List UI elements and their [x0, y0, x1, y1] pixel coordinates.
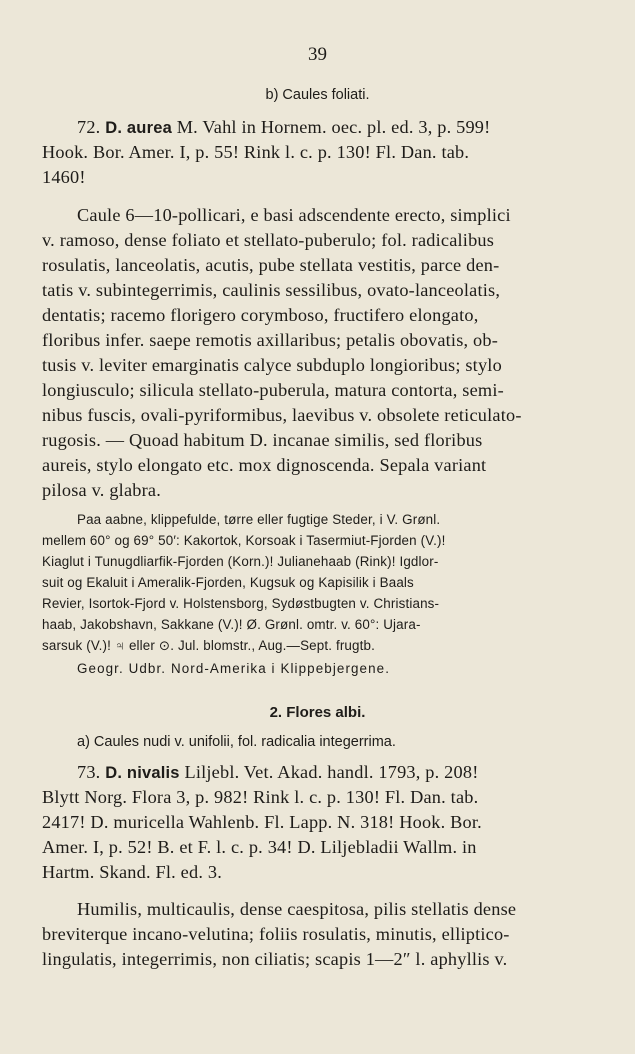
entry-72-desc-line: tatis v. subintegerrimis, caulinis sessilibus, ovato-lanceolatis, — [42, 280, 501, 300]
entry-72-locality-line: mellem 60° og 69° 50′: Kakortok, Korsoak i Tasermiut-Fjorden (V.)! — [42, 533, 446, 548]
entry-72-desc-line: nibus fuscis, ovali-pyriformibus, laevibus v. obsolete reticulato- — [42, 405, 522, 425]
entry-72-geographic-distribution: Geogr. Udbr. Nord-Amerika i Klippebjergene. — [77, 661, 391, 676]
entry-72-desc-line: dentatis; racemo florigero corymboso, fructifero elongato, — [42, 305, 479, 325]
section-a-heading: a) Caules nudi v. unifolii, fol. radicalia integerrima. — [77, 734, 396, 750]
entry-73-species-name: D. nivalis — [105, 764, 180, 782]
entry-72-desc-line: v. ramoso, dense foliato et stellato-puberulo; fol. radicalibus — [42, 230, 495, 250]
entry-72-desc-line: floribus infer. saepe remotis axillaribus; petalis obovatis, ob- — [42, 330, 499, 350]
entry-72-species-name: D. aurea — [105, 119, 172, 137]
section-b-heading: b) Caules foliati. — [265, 87, 370, 103]
entry-73-desc-line: breviterque incano-velutina; foliis rosulatis, minutis, elliptico- — [42, 924, 510, 944]
entry-72-locality-line: Revier, Isortok-Fjord v. Holstensborg, Sydøstbugten v. Christians- — [42, 596, 440, 611]
entry-72-locality-line: Paa aabne, klippefulde, tørre eller fugtige Steder, i V. Grønl. — [77, 512, 441, 527]
entry-73-citation: Liljebl. Vet. Akad. handl. 1793, p. 208! — [179, 762, 479, 782]
entry-72-desc-line: rugosis. — Quoad habitum D. incanae similis, sed floribus — [42, 430, 483, 450]
entry-72-desc-line: rosulatis, lanceolatis, acutis, pube stellata vestitis, parce den- — [42, 255, 500, 275]
entry-72-desc-line: aureis, stylo elongato etc. mox dignoscenda. Sepala variant — [42, 455, 487, 475]
entry-72-locality-line: suit og Ekaluit i Ameralik-Fjorden, Kugsuk og Kapisilik i Baals — [42, 575, 414, 590]
entry-72-line-3: 1460! — [42, 167, 86, 187]
entry-72-locality-line: sarsuk (V.)! ♃ eller ⊙. Jul. blomstr., Aug.—Sept. frugtb. — [42, 638, 375, 653]
entry-73-line-3: 2417! D. muricella Wahlenb. Fl. Lapp. N. 318! Hook. Bor. — [42, 812, 482, 832]
entry-72-line-1 — [77, 117, 617, 138]
entry-73-line-1 — [77, 762, 617, 783]
page-number: 39 — [308, 44, 327, 65]
entry-73-line-2: Blytt Norg. Flora 3, p. 982! Rink l. c. p. 130! Fl. Dan. tab. — [42, 787, 479, 807]
entry-72-locality-line: Kiaglut i Tunugdliarfik-Fjorden (Korn.)! Julianehaab (Rink)! Igdlor- — [42, 554, 439, 569]
entry-73-desc-line: Humilis, multicaulis, dense caespitosa, pilis stellatis dense — [77, 899, 517, 919]
entry-72-desc-line: pilosa v. glabra. — [42, 480, 161, 500]
entry-73-number: 73. — [77, 762, 106, 782]
entry-73-line-5: Hartm. Skand. Fl. ed. 3. — [42, 862, 222, 882]
entry-73-line-4: Amer. I, p. 52! B. et F. l. c. p. 34! D. Liljebladii Wallm. in — [42, 837, 477, 857]
entry-72-locality-line: haab, Jakobshavn, Sakkane (V.)! Ø. Grønl. omtr. v. 60°: Ujara- — [42, 617, 421, 632]
entry-72-citation: M. Vahl in Hornem. oec. pl. ed. 3, p. 599! — [171, 117, 491, 137]
entry-72-number: 72. — [77, 117, 106, 137]
entry-72-desc-line: Caule 6—10-pollicari, e basi adscendente erecto, simplici — [77, 205, 511, 225]
entry-73-desc-line: lingulatis, integerrimis, non ciliatis; scapis 1—2″ l. aphyllis v. — [42, 949, 508, 969]
entry-72-desc-line: tusis v. leviter emarginatis calyce subduplo longioribus; stylo — [42, 355, 502, 375]
entry-72-line-2: Hook. Bor. Amer. I, p. 55! Rink l. c. p. 130! Fl. Dan. tab. — [42, 142, 470, 162]
section-2-heading: 2. Flores albi. — [269, 704, 366, 721]
entry-72-desc-line: longiusculo; silicula stellato-puberula, matura contorta, semi- — [42, 380, 504, 400]
